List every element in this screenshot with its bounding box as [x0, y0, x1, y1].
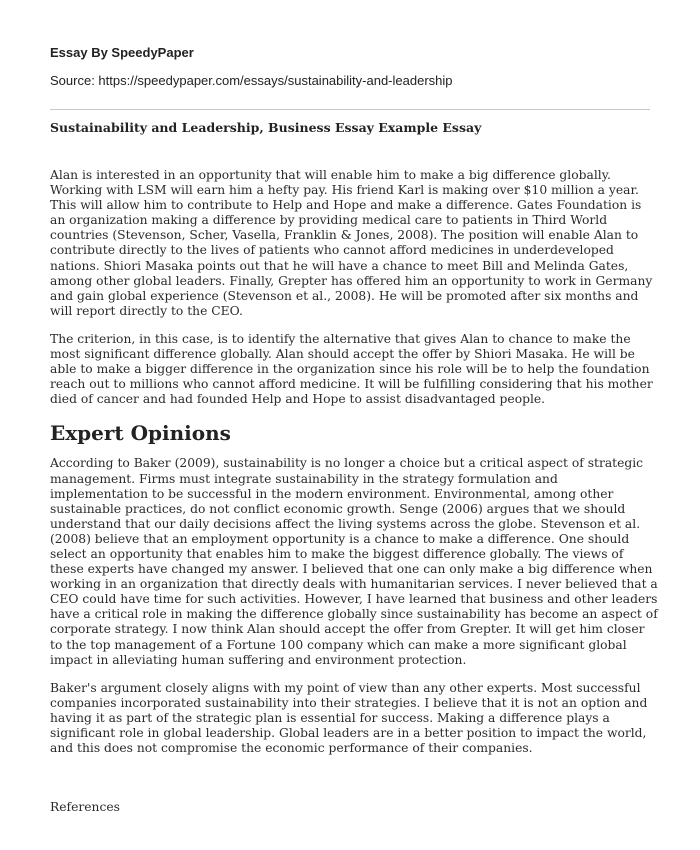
source-url-text: Source: https://speedypaper.com/essays/sustainability-and-leadership	[50, 73, 453, 88]
essay-title: Sustainability and Leadership, Business Essay Example Essay	[50, 120, 482, 135]
paragraph-2: The criterion, in this case, is to identify the alternative that gives Alan to chance to make the most significant difference globally. Alan should accept the offer by Shiori Masaka. He will be able to make a bigger difference in the organization since his role will be to help the foundation reach out to millions who cannot afford medicine. It will be fulfilling considering that his mother died of cancer and had founded Help and Hope to assist disadvantaged people.	[50, 331, 653, 407]
paragraph-3: According to Baker (2009), sustainability is no longer a choice but a critical aspect of strategic management. Firms must integrate sustainability in the strategy formulation and implementation to be successful in the modern environment. Environmental, among other sustainable practices, do not conflict economic growth. Senge (2006) argues that we should understand that our daily decisions affect the living systems across the globe. Stevenson et al. (2008) believe that an employment opportunity is a chance to make a difference. One should select an opportunity that enables him to make the biggest difference globally. The views of these experts have changed my answer. I believed that one can only make a big difference when working in an organization that directly deals with humanitarian services. I never believed that a CEO could have time for such activities. However, I have learned that business and other leaders have a critical role in making the difference globally since sustainability has become an aspect of corporate strategy. I now think Alan should accept the offer from Grepter. It will get him closer to the top management of a Fortune 100 company which can make a more significant global impact in alleviating human suffering and environment protection.	[50, 456, 658, 667]
section-heading: Expert Opinions	[50, 421, 231, 446]
essay-body	[50, 168, 658, 828]
paragraph-1: Alan is interested in an opportunity that will enable him to make a big difference globally. Working with LSM will earn him a hefty pay. His friend Karl is making over $10 million a year. This will allow him to contribute to Help and Hope and make a difference. Gates Foundation is an organization making a difference by providing medical care to patients in Third World countries (Stevenson, Scher, Vasella, Franklin & Jones, 2008). The position will enable Alan to contribute directly to the lives of patients who cannot afford medicines in underdeveloped nations. Shiori Masaka points out that he will have a chance to meet Bill and Melinda Gates, among other global leaders. Finally, Grepter has offered him an opportunity to work in Germany and gain global experience (Stevenson et al., 2008). He will be promoted after six months and will report directly to the CEO.	[50, 168, 653, 318]
divider	[50, 109, 650, 110]
references-label: References	[50, 800, 120, 815]
paragraph-4: Baker's argument closely aligns with my point of view than any other experts. Most successful companies incorporated sustainability into their strategies. I believe that it is not an option and having it as part of the strategic plan is essential for success. Making a difference plays a significant role in global leadership. Global leaders are in a better position to impact the world, and this does not compromise the economic performance of their companies.	[50, 680, 648, 756]
site-title: Essay By SpeedyPaper	[50, 45, 194, 60]
